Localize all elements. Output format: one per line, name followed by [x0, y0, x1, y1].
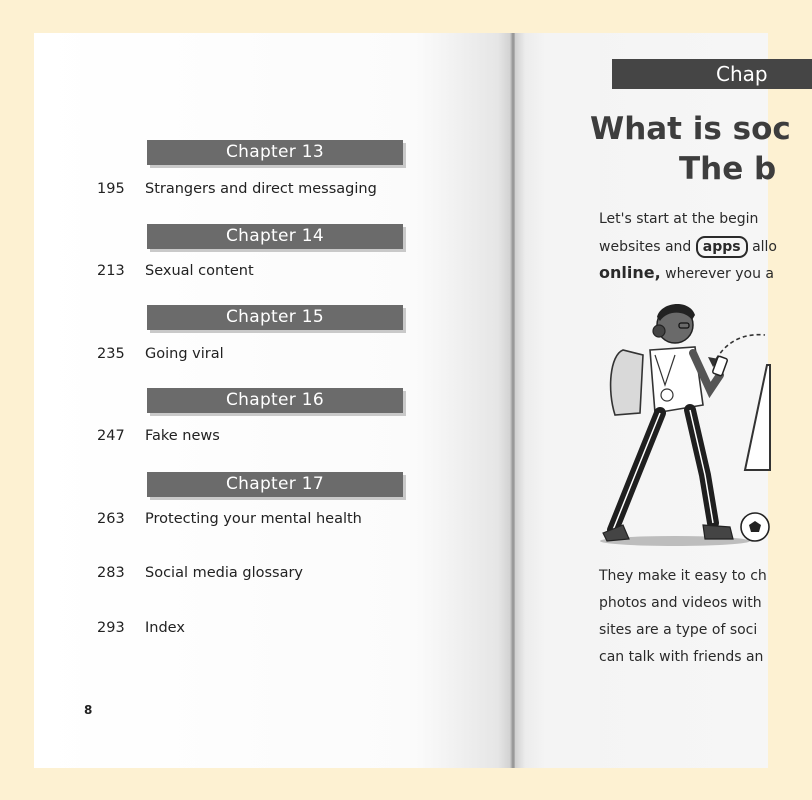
chapter-title-line-2: The b [679, 151, 777, 187]
left-page [34, 33, 512, 768]
toc-page-number: 195 [97, 181, 125, 197]
toc-page-number: 283 [97, 565, 125, 581]
toc-title: Sexual content [145, 263, 254, 279]
girl-with-phone-illustration [595, 295, 770, 550]
toc-title: Index [145, 620, 185, 636]
toc-entry [97, 181, 377, 201]
chapter-16-heading: Chapter 16 [147, 388, 403, 413]
apps-pill: apps [696, 236, 748, 258]
chapter-14-heading: Chapter 14 [147, 224, 403, 249]
body-line-2: photos and videos with [599, 595, 762, 611]
body-line-3: sites are a type of soci [599, 622, 758, 638]
intro-text: wherever you a [665, 266, 774, 282]
toc-title: Going viral [145, 346, 224, 362]
toc-title: Strangers and direct messaging [145, 181, 377, 197]
intro-line-2 [599, 236, 777, 258]
online-bold-text: online, [599, 263, 661, 282]
toc-title: Protecting your mental health [145, 511, 362, 527]
toc-page-number: 213 [97, 263, 125, 279]
toc-page-number: 247 [97, 428, 125, 444]
body-line-1: They make it easy to ch [599, 568, 767, 584]
intro-text: websites and [599, 239, 692, 255]
toc-entry [97, 263, 254, 283]
toc-page-number: 293 [97, 620, 125, 636]
body-line-4: can talk with friends an [599, 649, 764, 665]
intro-text: allo [752, 239, 777, 255]
intro-line-3 [599, 263, 774, 282]
intro-line-1: Let's start at the begin [599, 211, 759, 227]
toc-entry [97, 346, 224, 366]
page-number: 8 [84, 703, 93, 717]
chapter-title-line-1: What is soc [590, 111, 791, 147]
book-spread [34, 33, 791, 768]
toc-entry [97, 428, 220, 448]
chapter-13-heading: Chapter 13 [147, 140, 403, 165]
toc-entry-glossary [97, 565, 303, 585]
chapter-15-heading: Chapter 15 [147, 305, 403, 330]
toc-page-number: 263 [97, 511, 125, 527]
toc-entry [97, 511, 362, 531]
chapter-17-heading: Chapter 17 [147, 472, 403, 497]
chapter-heading: Chap [612, 59, 812, 89]
toc-page-number: 235 [97, 346, 125, 362]
toc-title: Social media glossary [145, 565, 304, 581]
toc-title: Fake news [145, 428, 220, 444]
right-page [515, 33, 791, 768]
toc-entry-index [97, 620, 185, 640]
